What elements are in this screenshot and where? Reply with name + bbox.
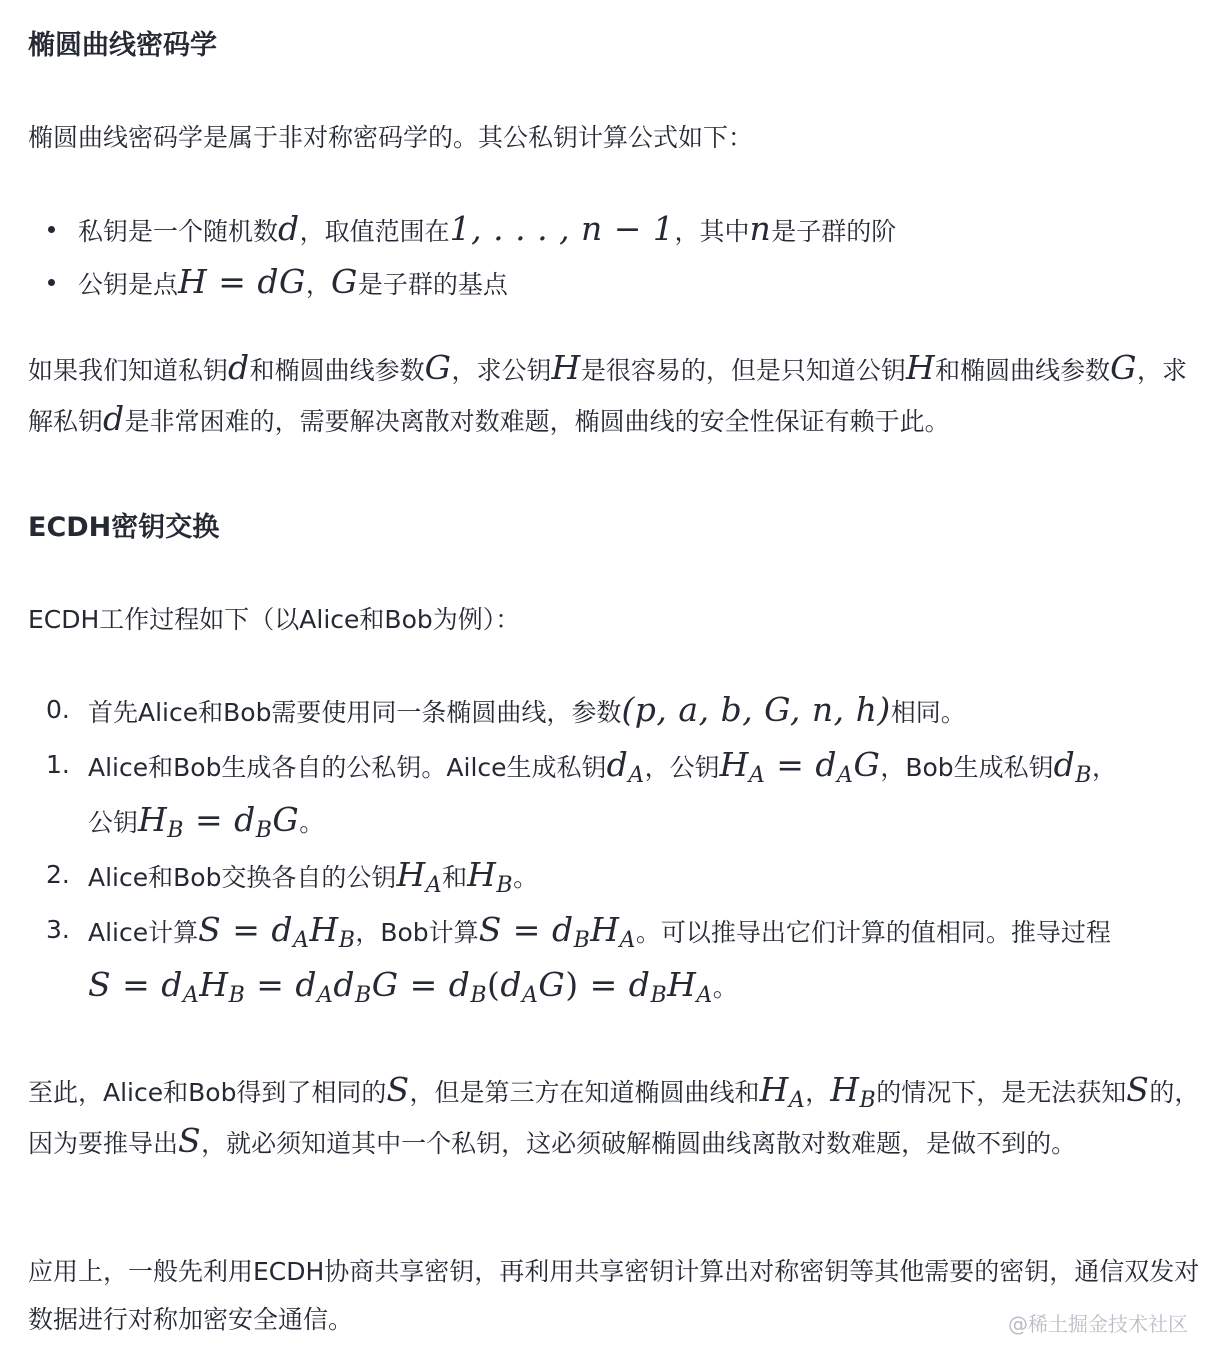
- math-params: (p, a, b, G, n, h): [621, 690, 891, 729]
- list-item-public-key: 公钥是点H = dG，G是子群的基点: [28, 257, 1198, 310]
- ecdh-intro: ECDH工作过程如下（以Alice和Bob为例）：: [28, 605, 521, 634]
- list-item-step-2: 2. Alice和Bob交换各自的公钥$H_A$和$H_B$。: [46, 855, 539, 898]
- ecdh-application-paragraph: 应用上，一般先利用ECDH协商共享密钥，再利用共享密钥计算出对称密钥等其他需要的密钥，通信双发对数据进行对称加密安全通信。: [28, 1257, 1200, 1334]
- watermark: @稀土掘金技术社区: [1008, 1312, 1188, 1336]
- list-item-step-1: 1. Alice和Bob生成各自的公私钥。Ailce生成私钥$d_A$，公钥$H_A = d_AG$，Bob生成私钥$d_B$， 公钥$H_B = d_BG$。: [46, 745, 1117, 843]
- ecc-key-list: [28, 204, 1198, 310]
- math-range: 1, . . . , n − 1: [449, 209, 675, 248]
- math-n: n: [749, 209, 772, 248]
- math-d: d: [278, 209, 300, 248]
- list-item-step-3: 3. Alice计算$S = d_AH_B$，Bob计算$S = d_BH_A$。可以推导出它们计算的值相同。推导过程 $S = d_AH_B = d_Ad_BG = d_B(d_AG) = d_BH_A$。: [46, 910, 1111, 1008]
- list-item-step-0: 0. 首先Alice和Bob需要使用同一条椭圆曲线，参数(p, a, b, G, n, h)相同。: [46, 690, 966, 729]
- math-h-eq-dg: H = dG: [178, 262, 306, 301]
- ecc-hardness-paragraph: 如果我们知道私钥d和椭圆曲线参数G，求公钥H是很容易的，但是只知道公钥H和椭圆曲线参数G，求解私钥d是非常困难的，需要解决离散对数难题，椭圆曲线的安全性保证有赖于此。: [28, 348, 1188, 438]
- heading-ecc: 椭圆曲线密码学: [28, 30, 217, 61]
- ecdh-steps: [28, 684, 1198, 1014]
- heading-ecdh: ECDH密钥交换: [28, 512, 220, 543]
- ecc-intro: 椭圆曲线密码学是属于非对称密码学的。其公私钥计算公式如下：: [28, 123, 754, 152]
- math-g: G: [330, 262, 358, 301]
- bullet-dot: [48, 279, 55, 286]
- list-item-private-key: 私钥是一个随机数d，取值范围在1, . . . , n − 1，其中n是子群的阶: [28, 204, 1198, 257]
- ecdh-conclusion-paragraph: 至此，Alice和Bob得到了相同的S，但是第三方在知道椭圆曲线和$H_A$，$H_B$的情况下，是无法获知S的，因为要推导出S，就必须知道其中一个私钥，这必须破解椭圆曲线离散对数难题，是做不到的。: [28, 1070, 1200, 1160]
- bullet-dot: [48, 226, 55, 233]
